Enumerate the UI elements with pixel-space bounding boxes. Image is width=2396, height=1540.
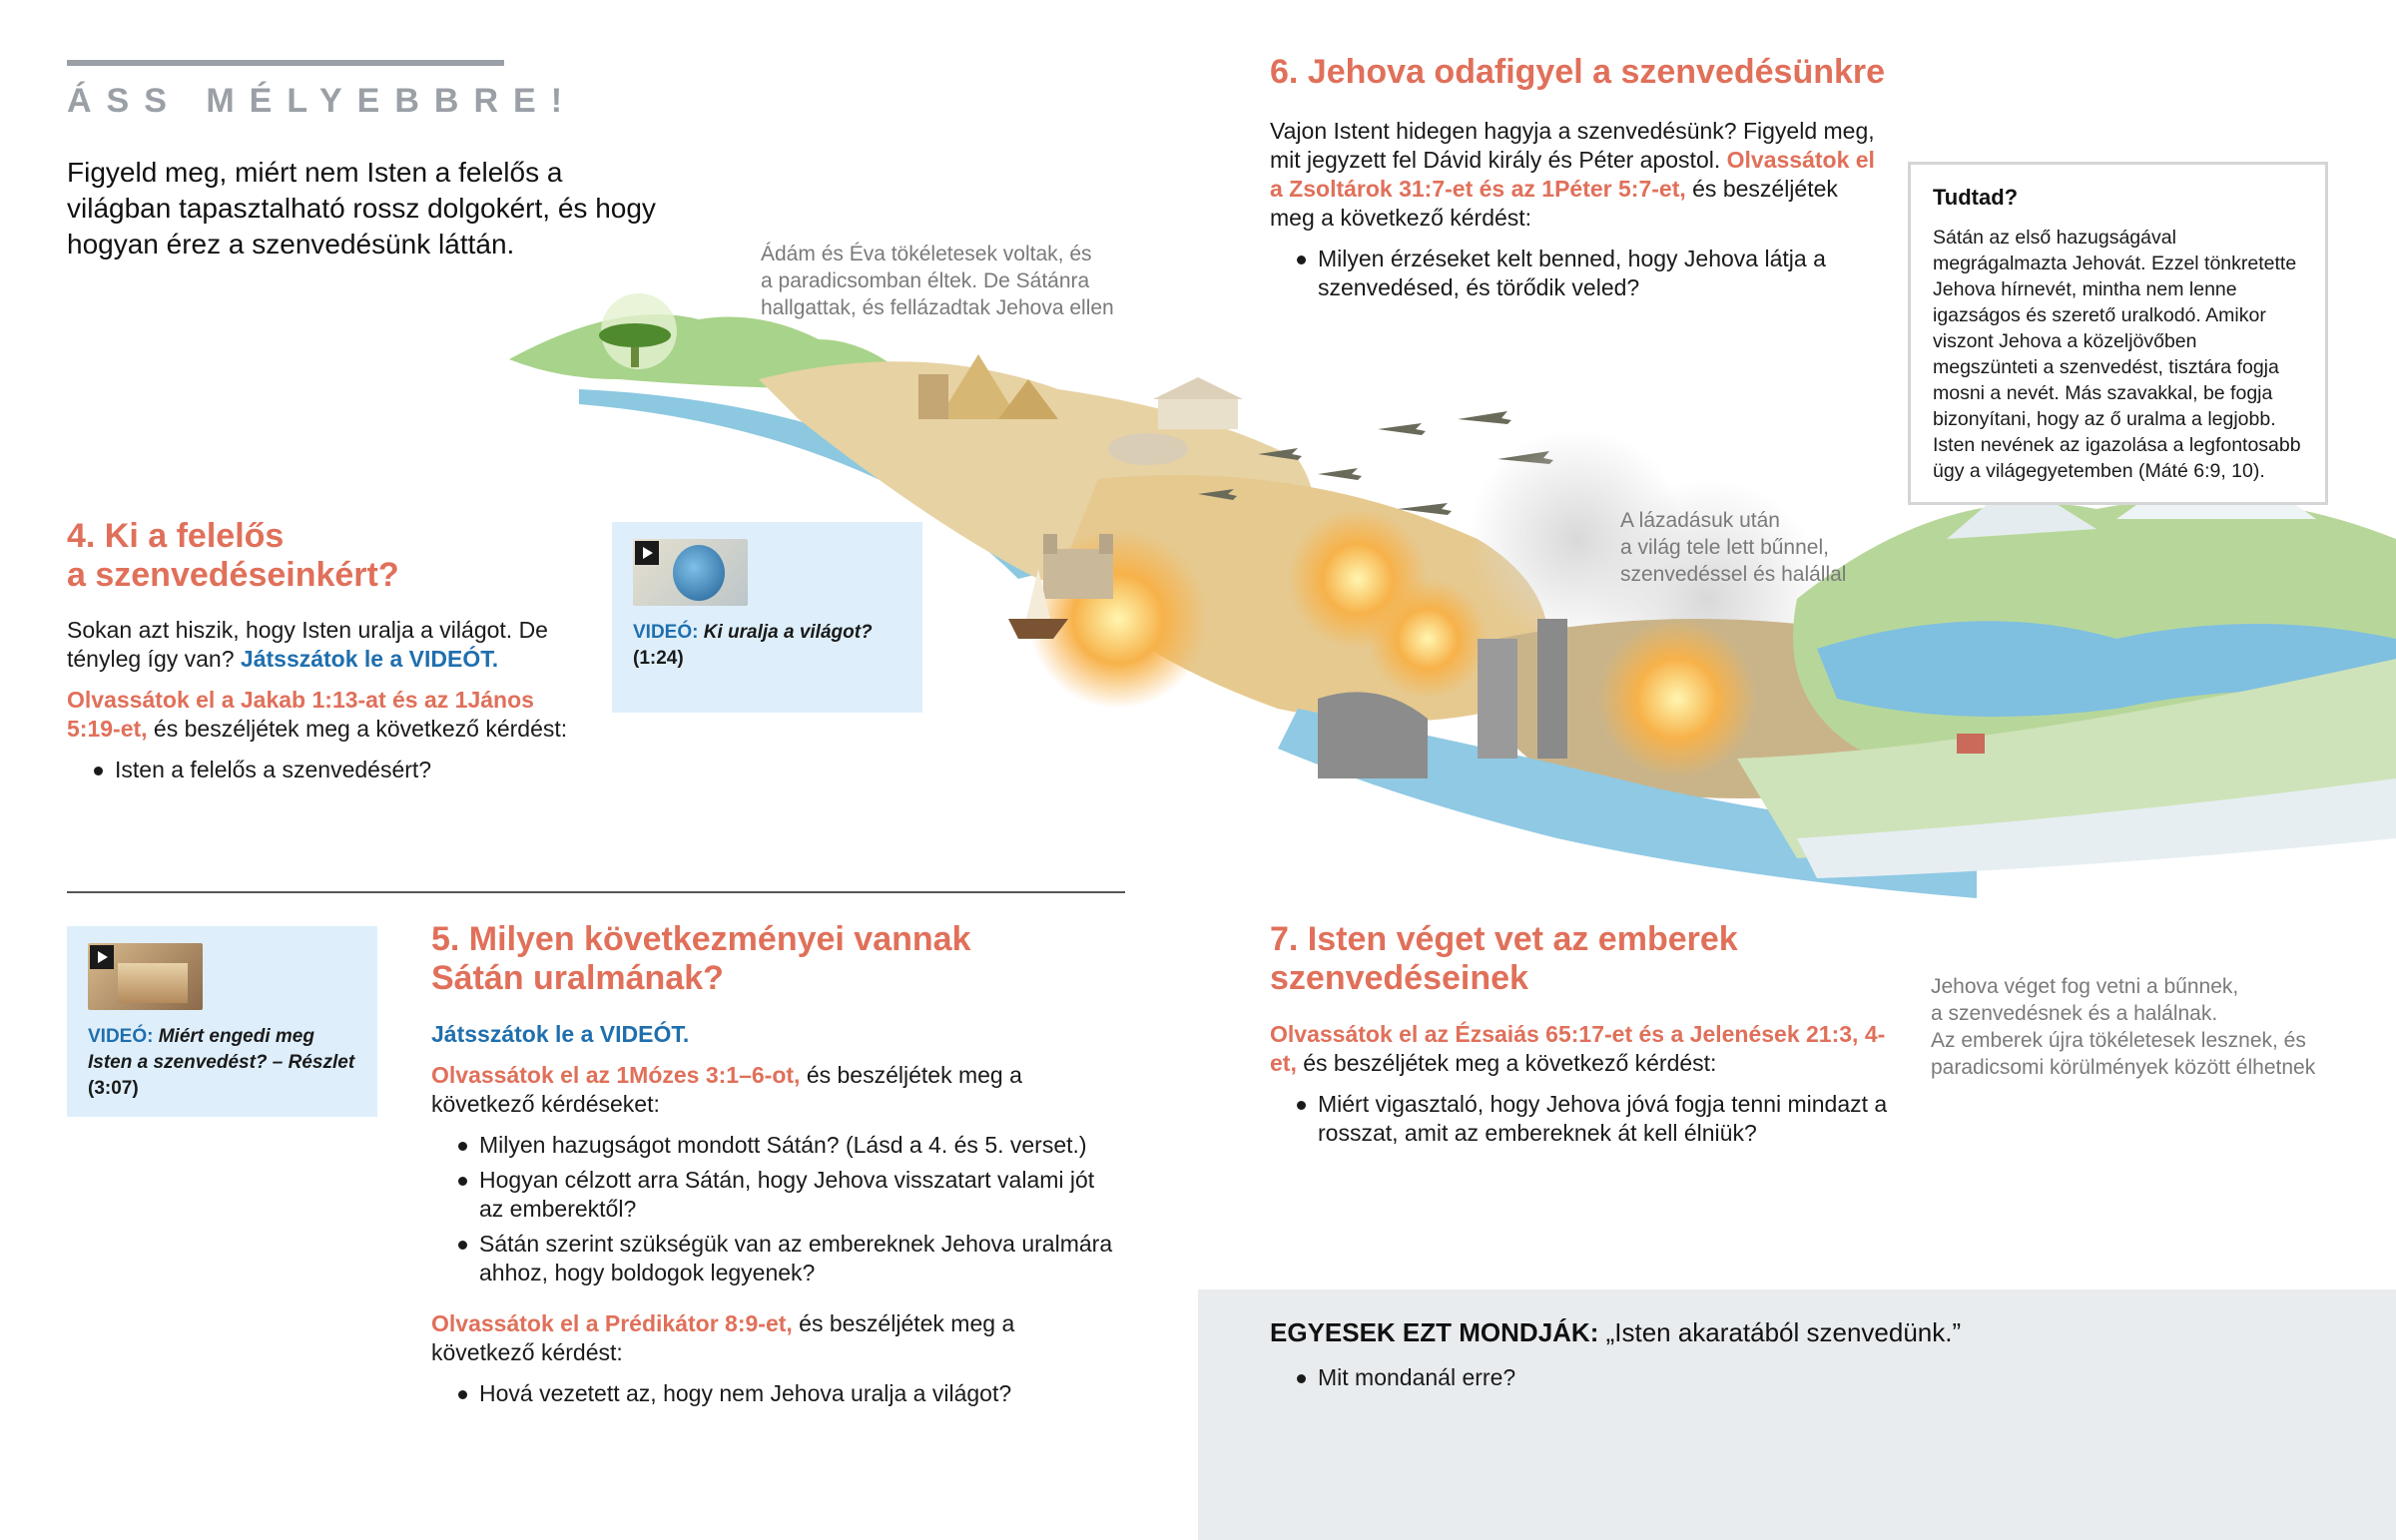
header-rule [67, 60, 504, 66]
video-thumbnail-2[interactable] [88, 943, 203, 1010]
play-video-link[interactable]: Játsszátok le a VIDEÓT. [431, 1021, 690, 1047]
scripture-reference[interactable]: Olvassátok el az 1Mózes 3:1–6-ot, [431, 1062, 801, 1088]
question-item: Hogyan célzott arra Sátán, hogy Jehova visszatart valami jót az emberektől? [431, 1166, 1120, 1224]
section-7-questions [1270, 1090, 1889, 1148]
some-say-heading: EGYESEK EZT MONDJÁK: „Isten akaratából szenvedünk.” [1270, 1317, 1962, 1347]
section-4-questions [67, 756, 586, 784]
section-5-body [431, 1020, 1120, 1414]
play-video-link[interactable]: Játsszátok le a VIDEÓT. [240, 646, 499, 672]
section-6-title: 6. Jehova odafigyel a szenvedésünkre [1270, 53, 1886, 91]
question-item: Milyen érzéseket kelt benned, hogy Jehova látja a szenvedésed, és törődik veled? [1270, 245, 1879, 302]
question-item: Isten a felelős a szenvedésért? [67, 756, 586, 784]
question-item: Milyen hazugságot mondott Sátán? (Lásd a 4. és 5. verset.) [431, 1131, 1120, 1160]
video-caption-1: VIDEÓ: Ki uralja a világot? (1:24) [633, 622, 873, 669]
section-5-questions-1 [431, 1131, 1120, 1287]
some-say-questions [1270, 1363, 1969, 1398]
section-7-body [1270, 1020, 1889, 1154]
question-item: Hová vezetett az, hogy nem Jehova uralja a világot? [431, 1379, 1120, 1408]
paradise-caption: Jehova véget fog vetni a bűnnek, a szenvedésnek és a halálnak. Az emberek újra tökéletesek lesznek, és paradicsomi körülmények között élhetnek [1931, 975, 2316, 1079]
video-thumbnail-1[interactable] [633, 539, 748, 606]
scripture-reference[interactable]: Olvassátok el a Jakab 1:13-at és az 1János 5:19-et, [67, 687, 534, 742]
section-5-reading-1: Olvassátok el az 1Mózes 3:1–6-ot, és beszéljétek meg a következő kérdéseket: [431, 1062, 1022, 1117]
question-item: Mit mondanál erre? [1270, 1363, 1969, 1392]
video-box-1[interactable] [612, 522, 922, 713]
section-4-paragraph: Sokan azt hiszik, hogy Isten uralja a világot. De tényleg így van? Játsszátok le a VIDEÓT. [67, 617, 548, 672]
play-icon[interactable] [635, 541, 659, 565]
section-4-body [67, 616, 586, 790]
play-icon[interactable] [90, 945, 114, 969]
section-5-questions-2 [431, 1379, 1120, 1408]
section-5-title: 5. Milyen következményei vannak Sátán uralmának? [431, 920, 971, 997]
section-6-questions [1270, 245, 1879, 302]
section-7-reading: Olvassátok el az Ézsaiás 65:17-et és a Jelenések 21:3, 4-et, és beszéljétek meg a következő kérdést: [1270, 1021, 1886, 1076]
did-you-know-box [1908, 162, 2328, 505]
scripture-reference[interactable]: Olvassátok el a Zsoltárok 31:7-et és az 1Péter 5:7-et, [1270, 147, 1875, 202]
section-6-body [1270, 117, 1879, 308]
scripture-reference[interactable]: Olvassátok el a Prédikátor 8:9-et, [431, 1310, 793, 1336]
section-6-paragraph: Vajon Istent hidegen hagyja a szenvedésünk? Figyeld meg, mit jegyzett fel Dávid király és Péter apostol. Olvassátok el a Zsoltárok 31:7-et és az 1Péter 5:7-et, és beszéljétek meg a következő kérdést: [1270, 118, 1875, 231]
scripture-reference[interactable]: Olvassátok el az Ézsaiás 65:17-et és a Jelenések 21:3, 4-et, [1270, 1021, 1886, 1076]
question-item: Sátán szerint szükségük van az embereknek Jehova uralmára ahhoz, hogy boldogok legyenek? [431, 1230, 1120, 1287]
did-you-know-title: Tudtad? [1933, 185, 2019, 210]
intro-text: Figyeld meg, miért nem Isten a felelős a világban tapasztalható rossz dolgokért, és hogy hogyan érez a szenvedésünk láttán. [67, 157, 656, 259]
video-caption-2: VIDEÓ: Miért engedi meg Isten a szenvedést? – Részlet (3:07) [88, 1026, 355, 1099]
section-5-reading-2: Olvassátok el a Prédikátor 8:9-et, és beszéljétek meg a következő kérdést: [431, 1310, 1015, 1365]
section-7-title: 7. Isten véget vet az emberek szenvedéseinek [1270, 920, 1738, 997]
rebellion-caption: A lázadásuk után a világ tele lett bűnnel, szenvedéssel és halállal [1620, 509, 1847, 586]
section-kicker: ÁSS MÉLYEBBRE! [67, 82, 578, 120]
video-box-2[interactable] [67, 926, 377, 1117]
eden-caption: Ádám és Éva tökéletesek voltak, és a paradicsomban éltek. De Sátánra hallgattak, és fellázadtak Jehova ellen [761, 243, 1114, 319]
section-divider [67, 891, 1125, 893]
question-item: Miért vigasztaló, hogy Jehova jóvá fogja tenni mindazt a rosszat, amit az embereknek át kell élniük? [1270, 1090, 1889, 1148]
section-4-title: 4. Ki a felelős a szenvedéseinkért? [67, 517, 399, 594]
section-4-reading: Olvassátok el a Jakab 1:13-at és az 1János 5:19-et, és beszéljétek meg a következő kérdést: [67, 687, 568, 742]
did-you-know-text: Sátán az első hazugságával megrágalmazta Jehovát. Ezzel tönkretette Jehova hírnevét, mintha nem lenne igazságos és szerető uralkodó. Amikor viszont Jehova a közeljövőben megszünteti a szenvedést, tisztára fogja mosni a nevét. Más szavakkal, be fogja bizonyítani, hogy az ő uralma a legjobb. Isten nevének az igazolása a legfontosabb ügy a világegyetemben (Máté 6:9, 10). [1933, 227, 2301, 482]
